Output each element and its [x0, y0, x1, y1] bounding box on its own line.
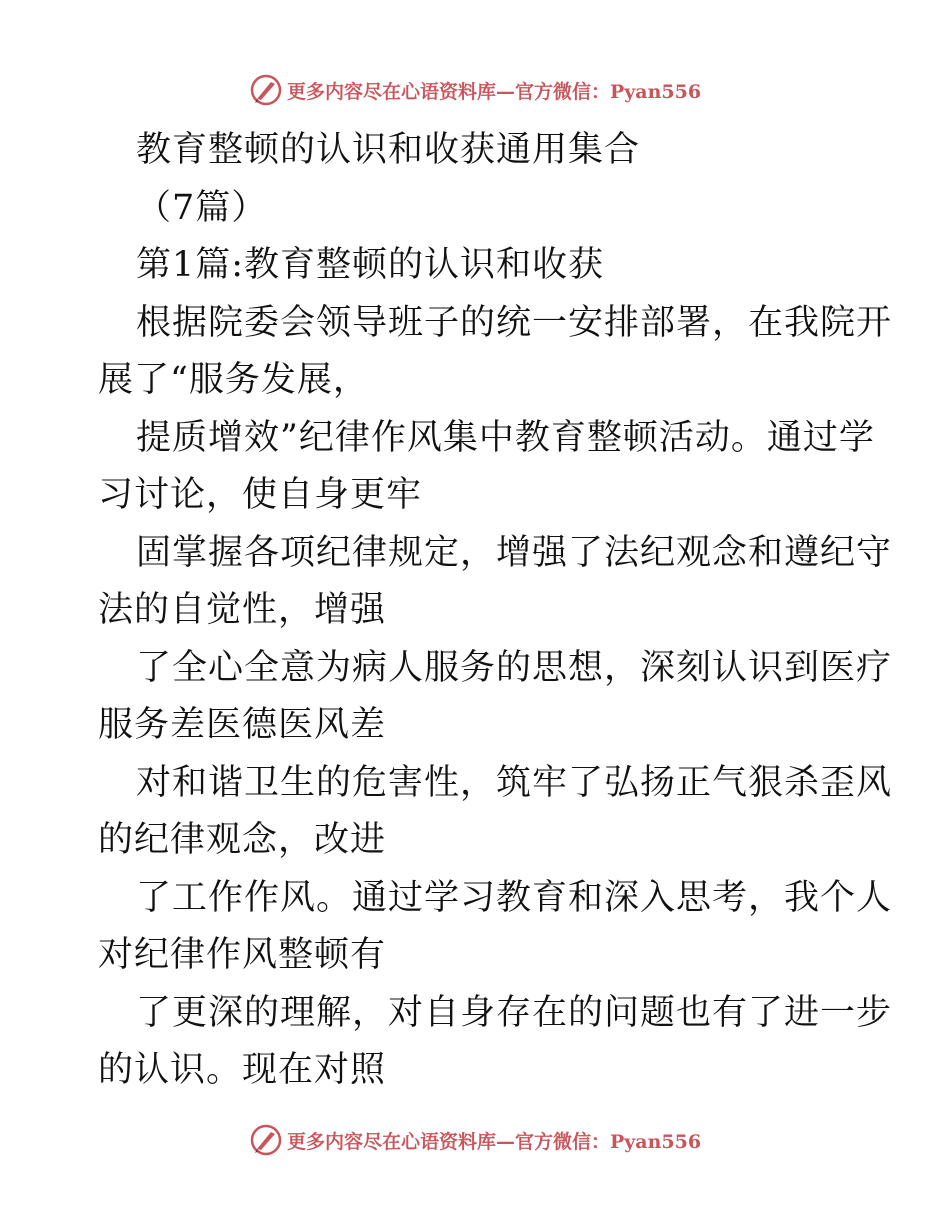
- paragraph-line: 根据院委会领导班子的统一安排部署，在我院开: [136, 302, 893, 343]
- paragraph-line: 了工作作风。通过学习教育和深入思考，我个人: [136, 877, 893, 918]
- section-heading: 第1篇:教育整顿的认识和收获: [136, 245, 605, 285]
- paragraph-line: 了更深的理解，对自身存在的问题也有了进一步: [136, 992, 893, 1033]
- document-title: 教育整顿的认识和收获通用集合: [136, 130, 641, 170]
- paragraph-line: 法的自觉性，增强: [98, 590, 387, 630]
- paragraph-line: 习讨论，使自身更牢: [98, 475, 423, 515]
- paragraph-line: 了全心全意为病人服务的思想，深刻认识到医疗: [136, 647, 893, 688]
- paragraph-line: 的认识。现在对照: [98, 1050, 387, 1090]
- footer-banner-text: 更多内容尽在心语资料库—官方微信：Pyan556: [286, 1130, 702, 1153]
- footer-banner: [0, 1120, 950, 1160]
- header-banner: [0, 70, 950, 110]
- quill-pen-circle-icon: [249, 73, 283, 107]
- paragraph-line: 对和谐卫生的危害性，筑牢了弘扬正气狠杀歪风: [136, 762, 893, 803]
- document-body: [98, 122, 893, 1100]
- paragraph-line: 对纪律作风整顿有: [98, 935, 387, 975]
- paragraph-line: 的纪律观念，改进: [98, 820, 387, 860]
- paragraph-line: 固掌握各项纪律规定，增强了法纪观念和遵纪守: [136, 532, 893, 573]
- paragraph-line: 提质增效”纪律作风集中教育整顿活动。通过学: [136, 417, 875, 458]
- header-banner-text: 更多内容尽在心语资料库—官方微信：Pyan556: [286, 80, 702, 103]
- quill-pen-circle-icon: [249, 1123, 283, 1157]
- paragraph-line: 展了“服务发展，: [98, 360, 369, 400]
- paragraph-line: 服务差医德医风差: [98, 705, 387, 745]
- document-subtitle: （7篇）: [136, 187, 268, 228]
